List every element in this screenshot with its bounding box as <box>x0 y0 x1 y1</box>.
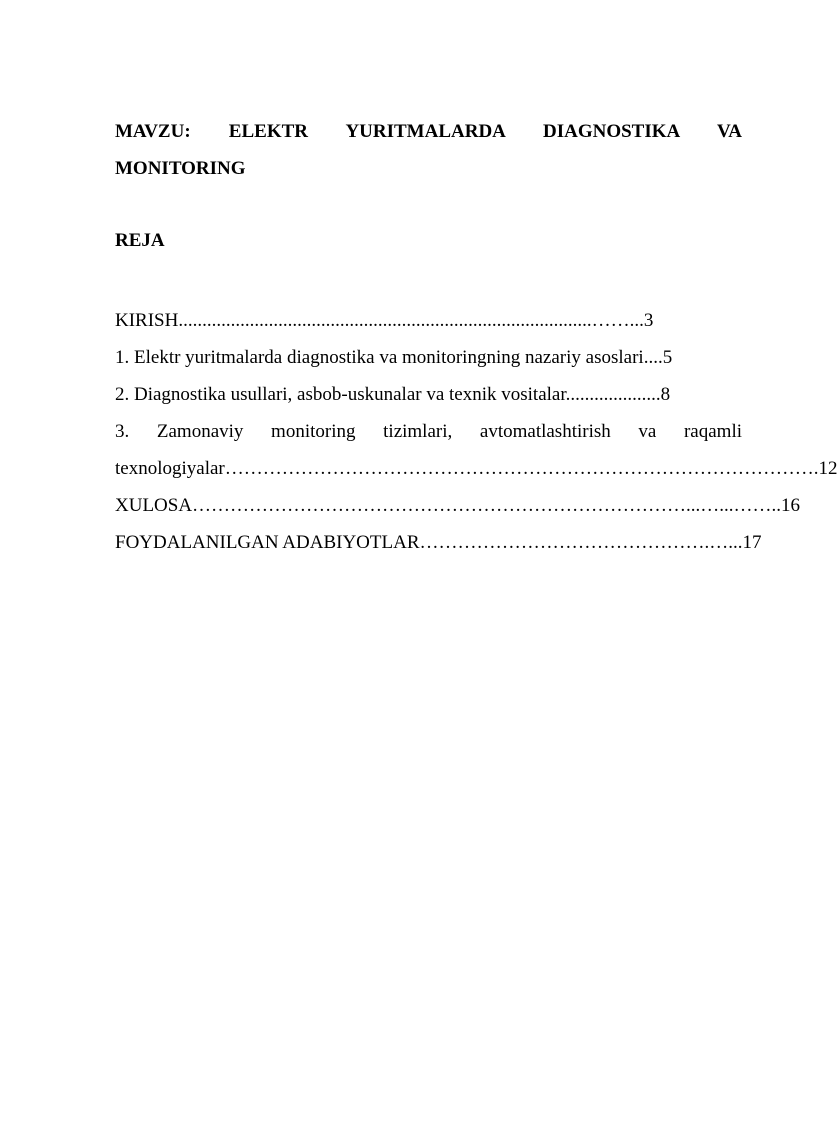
toc-entry-2: 2. Diagnostika usullari, asbob-uskunalar va texnik vositalar....................8 <box>115 384 671 405</box>
title-line-1: MAVZU: ELEKTR YURITMALARDA DIAGNOSTIKA VA <box>115 121 742 142</box>
toc-entry-1: 1. Elektr yuritmalarda diagnostika va monitoringning nazariy asoslari....5 <box>115 347 673 368</box>
toc-entry-kirish: KIRISH.......................................................................................……...3 <box>115 310 654 331</box>
plan-heading: REJA <box>115 230 165 251</box>
document-page <box>115 113 838 553</box>
toc-entry-3-line-2: texnologiyalar………………………………………………………………………………….12 <box>115 458 838 479</box>
title-line-2: MONITORING <box>115 158 246 179</box>
table-of-contents <box>115 302 838 561</box>
toc-entry-3-line-1: 3. Zamonaviy monitoring tizimlari, avtomatlashtirish va raqamli <box>115 421 742 442</box>
toc-entry-xulosa: XULOSA……………………………………………………………………...…...……..16 <box>115 495 801 516</box>
document-title <box>115 113 742 187</box>
toc-entry-adabiyotlar: FOYDALANILGAN ADABIYOTLAR……………………………………….…...17 <box>115 532 762 553</box>
